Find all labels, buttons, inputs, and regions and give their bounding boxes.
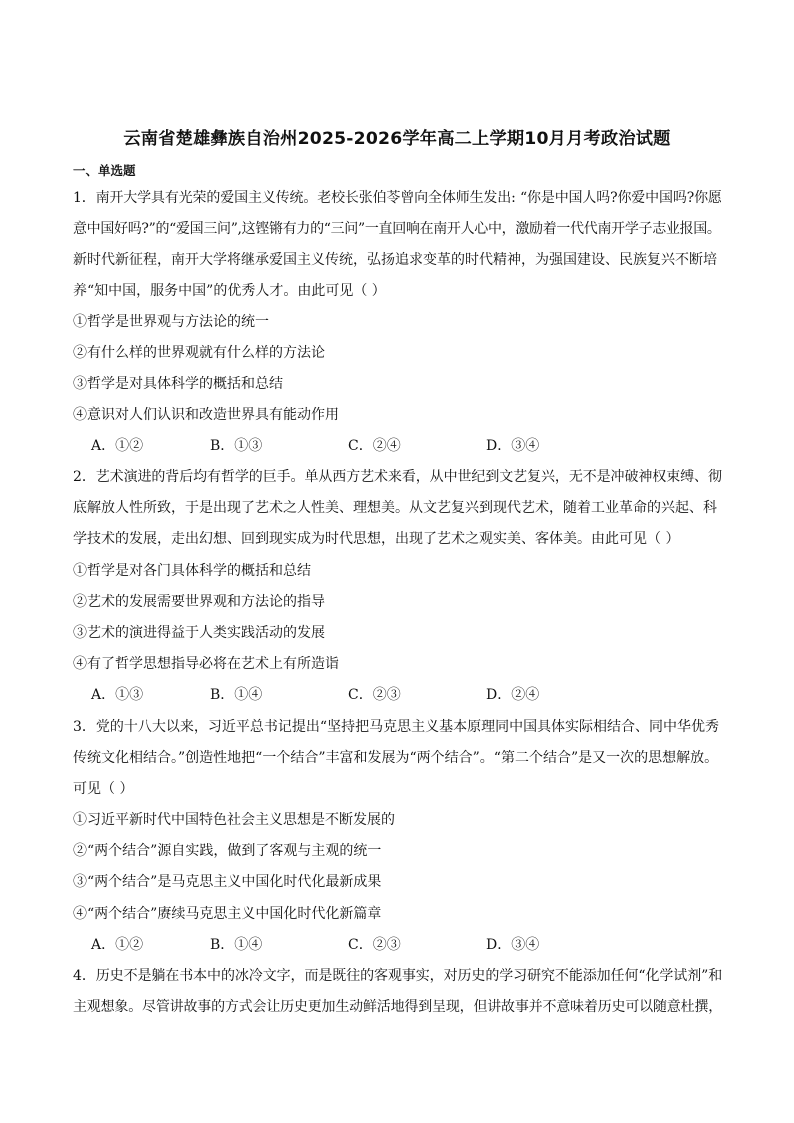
question-3-option-a[interactable]: A．①② — [91, 937, 144, 953]
question-2-statement-4: ④有了哲学思想指导必将在艺术上有所造诣 — [73, 656, 339, 672]
question-2-line-1: 2．艺术演进的背后均有哲学的巨手。单从西方艺术来看，从中世纪到文艺复兴，无不是冲破神权束缚、彻 — [73, 469, 722, 485]
exam-title: 云南省楚雄彝族自治州2025-2026学年高二上学期10月月考政治试题 — [123, 129, 671, 149]
question-1-statement-3: ③哲学是对具体科学的概括和总结 — [73, 376, 283, 392]
question-3-statement-4: ④“两个结合”赓续马克思主义中国化时代化新篇章 — [73, 906, 382, 922]
question-3-option-c[interactable]: C．②③ — [348, 937, 401, 953]
question-2-line-2: 底解放人性所致，于是出现了艺术之人性美、理想美。从文艺复兴到现代艺术，随着工业革命的兴起、科 — [73, 500, 717, 516]
question-4-line-1: 4．历史不是躺在书本中的冰冷文字，而是既往的客观事实，对历史的学习研究不能添加任何“化学试剂”和 — [73, 968, 723, 984]
question-1-line-3: 新时代新征程，南开大学将继承爱国主义传统，弘扬追求变革的时代精神，为强国建设、民族复兴不断培 — [73, 252, 717, 268]
question-2-statement-3: ③艺术的演进得益于人类实践活动的发展 — [73, 625, 325, 641]
question-2-option-d[interactable]: D．②④ — [486, 687, 540, 703]
question-2-statement-1: ①哲学是对各门具体科学的概括和总结 — [73, 563, 311, 579]
question-3-line-1: 3．党的十八大以来，习近平总书记提出“坚持把马克思主义基本原理同中国具体实际相结合、同中华优秀 — [73, 719, 720, 735]
question-1-statement-1: ①哲学是世界观与方法论的统一 — [73, 314, 269, 330]
question-4-line-2: 主观想象。尽管讲故事的方式会让历史更加生动鲜活地得到呈现，但讲故事并不意味着历史可以随意杜撰， — [73, 999, 722, 1015]
question-3-option-d[interactable]: D．③④ — [486, 937, 540, 953]
question-3-statement-3: ③“两个结合”是马克思主义中国化时代化最新成果 — [73, 874, 382, 890]
question-1-option-c[interactable]: C．②④ — [348, 438, 401, 454]
question-3-statement-2: ②“两个结合”源自实践，做到了客观与主观的统一 — [73, 843, 382, 859]
question-1-option-d[interactable]: D．③④ — [486, 438, 540, 454]
question-3-option-b[interactable]: B．①④ — [210, 937, 263, 953]
question-3-line-2: 传统文化相结合。”创造性地把“一个结合”丰富和发展为“两个结合”。“第二个结合”是又一次的思想解放。 — [73, 750, 719, 766]
question-2-option-c[interactable]: C．②③ — [348, 687, 401, 703]
question-2-statement-2: ②艺术的发展需要世界观和方法论的指导 — [73, 594, 325, 610]
question-3-line-3: 可见（ ） — [73, 781, 134, 797]
question-1-statement-2: ②有什么样的世界观就有什么样的方法论 — [73, 345, 325, 361]
question-1-line-2: 意中国好吗?”的“爱国三问”,这铿锵有力的“三问”一直回响在南开人心中，激励着一代代南开学子志业报国。 — [73, 221, 721, 237]
question-1-option-b[interactable]: B．①③ — [210, 438, 263, 454]
question-3-statement-1: ①习近平新时代中国特色社会主义思想是不断发展的 — [73, 812, 395, 828]
question-1-line-4: 养“知中国，服务中国”的优秀人才。由此可见（ ） — [73, 283, 386, 299]
section-heading: 一、单选题 — [73, 163, 136, 178]
question-2-line-3: 学技术的发展，走出幻想、回到现实成为时代思想，出现了艺术之观实美、客体美。由此可见（ ） — [73, 531, 680, 547]
question-2-option-a[interactable]: A．①③ — [91, 687, 144, 703]
question-1-line-1: 1．南开大学具有光荣的爱国主义传统。老校长张伯苓曾向全体师生发出: “你是中国人吗?你爱中国吗?你愿 — [73, 190, 722, 206]
question-1-option-a[interactable]: A．①② — [91, 438, 144, 454]
question-1-statement-4: ④意识对人们认识和改造世界具有能动作用 — [73, 407, 339, 423]
question-2-option-b[interactable]: B．①④ — [210, 687, 263, 703]
